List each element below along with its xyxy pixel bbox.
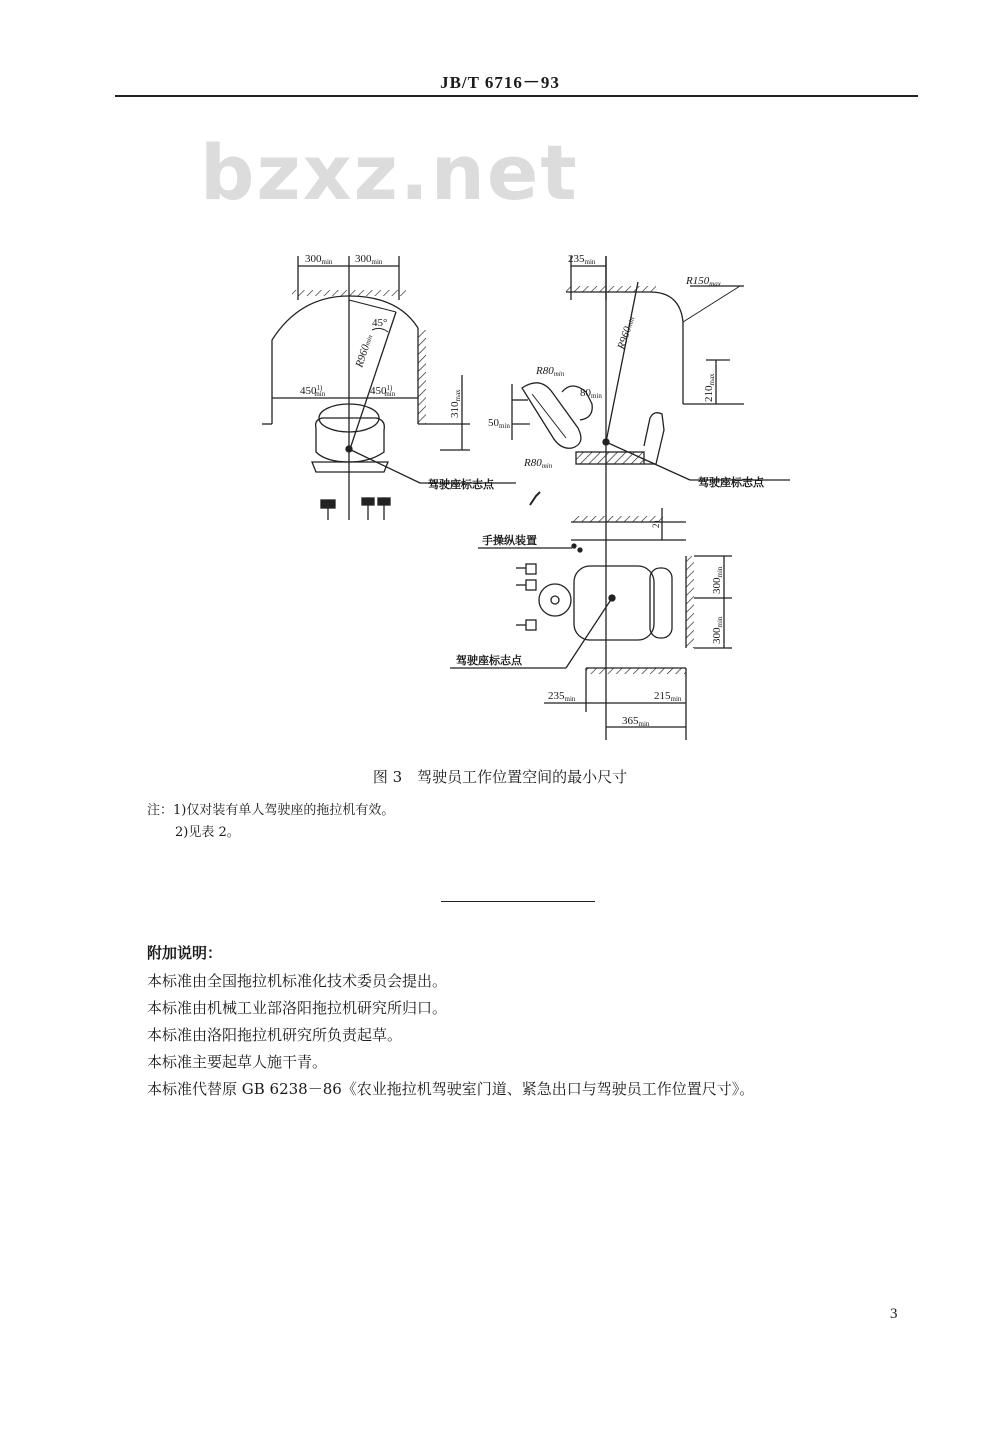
watermark: bzxz.net bbox=[200, 128, 579, 217]
note-2-marker: 2) bbox=[651, 520, 661, 528]
note-2: 2)见表 2。 bbox=[175, 825, 240, 840]
plan-view bbox=[450, 556, 732, 740]
dim-50: 50min bbox=[488, 417, 510, 430]
page-number: 3 bbox=[890, 1306, 898, 1322]
appendix-line: 本标准由洛阳拖拉机研究所负责起草。 bbox=[147, 1026, 403, 1044]
dim-r960-front: R960min bbox=[353, 334, 375, 369]
appendix-title: 附加说明： bbox=[147, 944, 223, 962]
angle-45: 45° bbox=[372, 317, 388, 329]
dim-r150: R150max bbox=[686, 275, 721, 288]
appendix-line: 本标准主要起草人施干青。 bbox=[147, 1053, 328, 1071]
dim-365: 365min bbox=[622, 715, 650, 728]
dim-215: 215min bbox=[654, 690, 682, 703]
seat-reference-point-label-plan: 驾驶座标志点 bbox=[456, 654, 522, 667]
section-separator bbox=[441, 901, 595, 902]
dim-210: 210max bbox=[703, 373, 716, 402]
hand-control-label: 手操纵装置 bbox=[482, 534, 537, 547]
figure-caption: 图 3 驾驶员工作位置空间的最小尺寸 bbox=[372, 768, 628, 786]
dim-235-top: 235min bbox=[568, 253, 596, 266]
dim-300-plan-bottom: 300min bbox=[711, 616, 724, 644]
dim-r80-top: R80min bbox=[536, 365, 565, 378]
dim-300-right: 300min bbox=[355, 253, 383, 266]
dim-310: 310max bbox=[449, 389, 462, 418]
appendix-line: 本标准代替原 GB 6238－86《农业拖拉机驾驶室门道、紧急出口与驾驶员工作位置尺寸》。 bbox=[147, 1080, 755, 1098]
appendix-line: 本标准由全国拖拉机标准化技术委员会提出。 bbox=[147, 972, 448, 990]
seat-reference-point-label-side: 驾驶座标志点 bbox=[698, 476, 764, 489]
dim-r80-bottom: R80min bbox=[524, 457, 553, 470]
document-code: JB/T 6716－93 bbox=[440, 73, 560, 92]
dim-r960-side: R960min bbox=[615, 316, 637, 351]
dim-235-plan: 235min bbox=[548, 690, 576, 703]
appendix-line: 本标准由机械工业部洛阳拖拉机研究所归口。 bbox=[147, 999, 448, 1017]
dim-80: 80min bbox=[580, 387, 602, 400]
seat-reference-point-label-front: 驾驶座标志点 bbox=[428, 478, 494, 491]
dim-300-left: 300min bbox=[305, 253, 333, 266]
dim-300-plan-top: 300min bbox=[711, 566, 724, 594]
note-1: 注：1)仅对装有单人驾驶座的拖拉机有效。 bbox=[147, 803, 395, 818]
dim-450-right: 450$^{1)}$ min bbox=[370, 384, 396, 398]
dim-450-left: 450$^{1)}$ min bbox=[300, 384, 326, 398]
